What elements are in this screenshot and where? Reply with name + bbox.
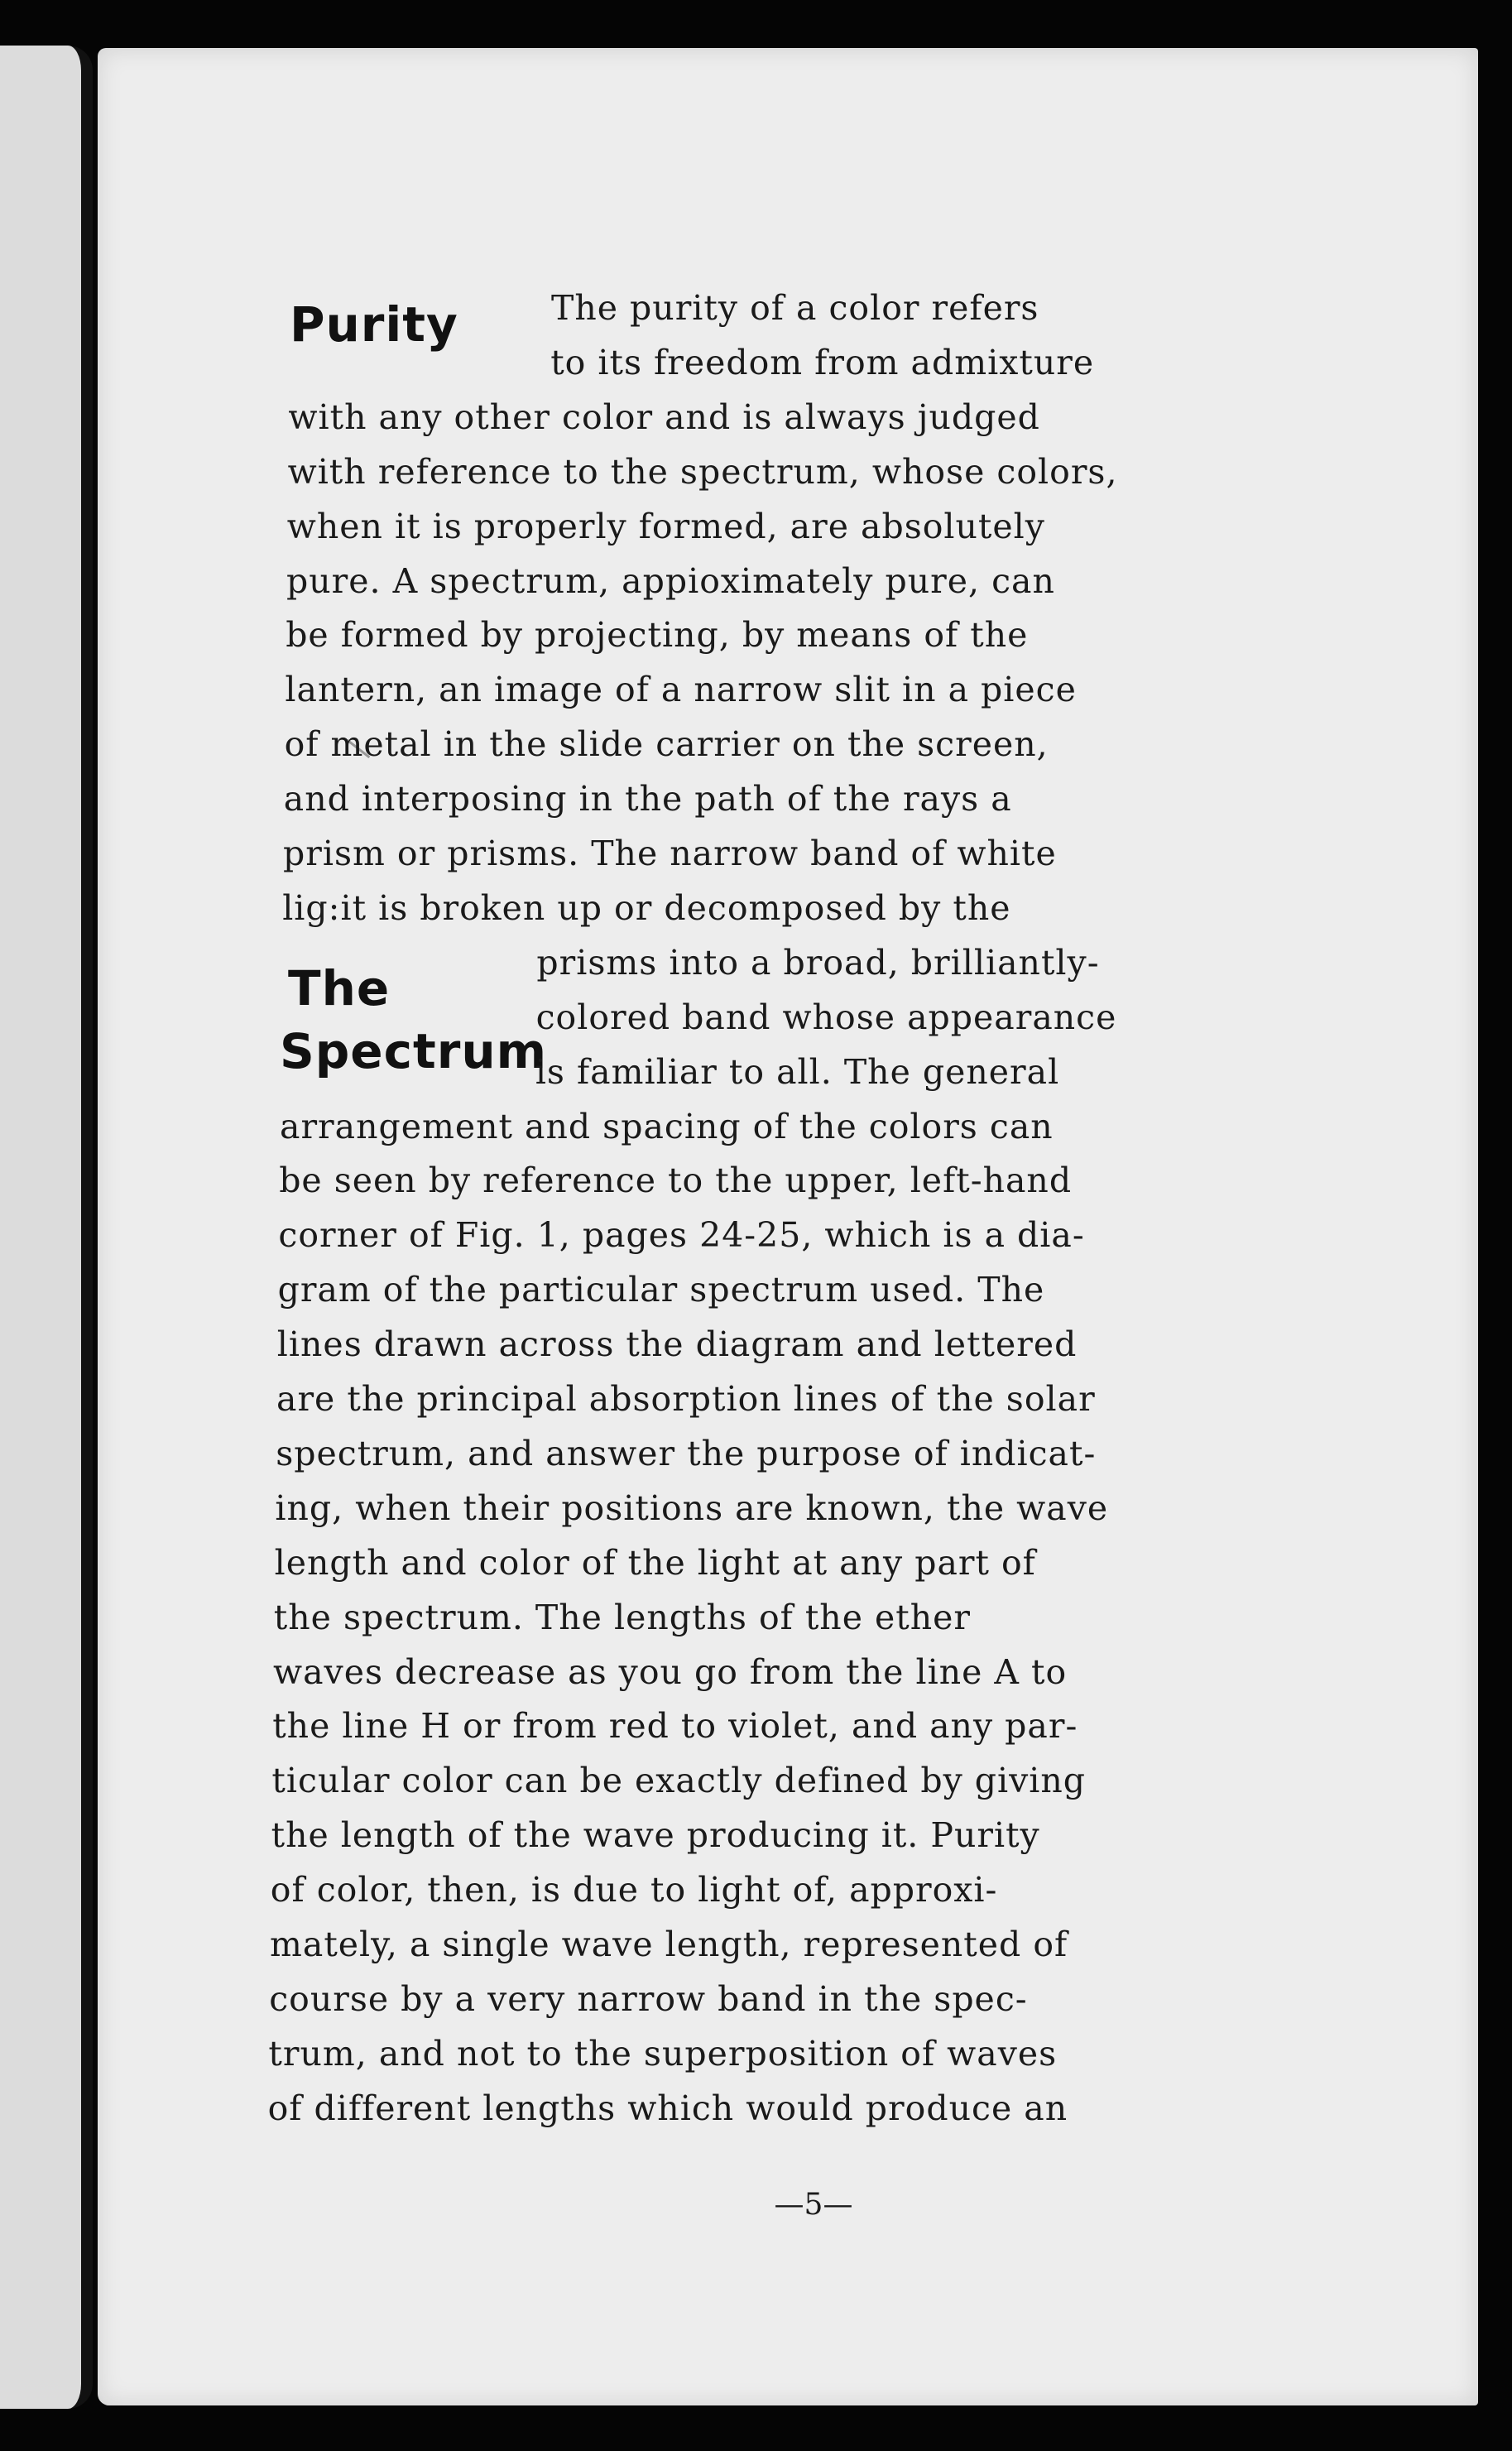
text-line: the length of the wave producing it. Purity — [271, 1815, 1040, 1856]
text-line: when it is properly formed, are absolutely — [286, 506, 1045, 546]
text-line: ticular color can be exactly defined by giving — [271, 1761, 1087, 1801]
text-line: with reference to the spectrum, whose colors, — [287, 451, 1118, 492]
heading-spectrum: Spectrum — [280, 1023, 548, 1079]
text-line: pure. A spectrum, appioximately pure, can — [286, 560, 1055, 601]
text-line: colored band whose appearance — [535, 997, 1117, 1037]
text-line: lantern, an image of a narrow slit in a piece — [285, 670, 1077, 710]
facing-page-edge — [0, 46, 93, 2409]
text-line: length and color of the light at any part of — [274, 1542, 1036, 1583]
text-line: ing, when their positions are known, the wave — [275, 1487, 1109, 1528]
text-line: be formed by projecting, by means of the — [286, 615, 1029, 656]
text-line: prisms into a broad, brilliantly- — [536, 942, 1100, 983]
text-line: waves decrease as you go from the line A to — [273, 1651, 1068, 1692]
text-line: lines drawn across the diagram and lettered — [276, 1324, 1078, 1365]
text-line: lig:it is broken up or decomposed by the — [282, 887, 1011, 928]
text-line: the spectrum. The lengths of the ether — [273, 1597, 972, 1637]
text-line: the line H or from red to violet, and any par- — [272, 1706, 1078, 1747]
text-line: is familiar to all. The general — [535, 1051, 1060, 1092]
book-page — [98, 48, 1478, 2405]
text-line: and interposing in the path of the rays a — [283, 779, 1012, 819]
text-line: of different lengths which would produce an — [267, 2088, 1068, 2128]
heading-the: The — [288, 960, 391, 1016]
text-line: are the principal absorption lines of the solar — [276, 1379, 1096, 1419]
text-line: prism or prisms. The narrow band of white — [283, 834, 1057, 873]
text-line: mately, a single wave length, represented of — [270, 1925, 1068, 1964]
text-line: of color, then, is due to light of, approxi- — [270, 1870, 998, 1910]
text-line: be seen by reference to the upper, left-hand — [279, 1161, 1073, 1201]
text-line: trum, and not to the superposition of waves — [268, 2033, 1058, 2074]
text-line: to its freedom from admixture — [550, 342, 1095, 382]
text-line: spectrum, and answer the purpose of indicat- — [276, 1433, 1097, 1473]
text-line: of metal in the slide carrier on the screen, — [284, 724, 1049, 765]
text-line: course by a very narrow band in the spec- — [269, 1978, 1028, 2019]
text-line: arrangement and spacing of the colors can — [280, 1106, 1054, 1146]
text-line: gram of the particular spectrum used. The — [277, 1270, 1045, 1310]
text-line: with any other color and is always judged — [288, 396, 1040, 437]
heading-purity: Purity — [290, 296, 458, 353]
page-number: —5— — [774, 2188, 853, 2222]
text-line: The purity of a color refers — [551, 288, 1039, 328]
text-line: corner of Fig. 1, pages 24-25, which is a dia- — [278, 1215, 1085, 1256]
